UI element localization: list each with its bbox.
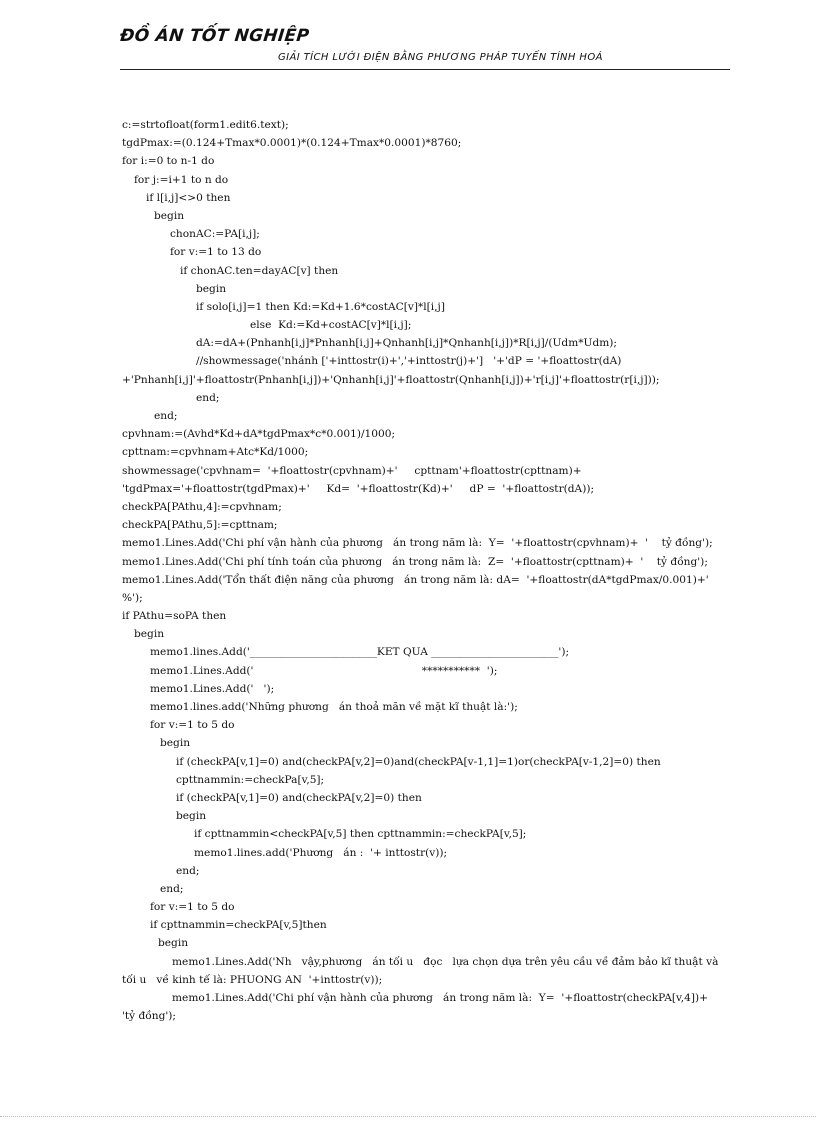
code-listing <box>122 116 734 1025</box>
code-line: begin <box>160 737 191 750</box>
code-line: if l[i,j]<>0 then <box>146 191 231 204</box>
code-line: if chonAC.ten=dayAC[v] then <box>180 264 339 277</box>
code-line: memo1.Lines.Add('Chi phí tính toán của phương án trong năm là: Z= '+floattostr(cpttnam)+ ' tỷ đồng'); <box>122 555 708 568</box>
code-line: if cpttnammin=checkPA[v,5]then <box>150 919 327 932</box>
code-line: memo1.lines.Add('________________________KET QUA ________________________'); <box>150 646 570 659</box>
code-line: if solo[i,j]=1 then Kd:=Kd+1.6*costAC[v]*l[i,j] <box>196 300 445 313</box>
code-line: memo1.Lines.Add('Tổn thất điện năng của phương án trong năm là: dA= '+floattostr(dA*tgdPmax/0.001)+' <box>122 573 709 586</box>
code-line: for v:=1 to 5 do <box>150 719 235 732</box>
header-divider <box>120 69 730 70</box>
code-line: memo1.Lines.Add('Chi phí vận hành của phương án trong năm là: Y= '+floattostr(checkPA[v,4])+ <box>172 992 709 1004</box>
code-line: begin <box>154 209 185 222</box>
code-line: c:=strtofloat(form1.edit6.text); <box>122 119 289 131</box>
code-line: 'tgdPmax='+floattostr(tgdPmax)+' Kd= '+floattostr(Kd)+' dP = '+floattostr(dA)); <box>122 482 595 495</box>
code-line: cpttnam:=cpvhnam+Atc*Kd/1000; <box>122 446 309 459</box>
code-line: for j:=i+1 to n do <box>134 173 229 186</box>
code-line: +'Pnhanh[i,j]'+floattostr(Pnhanh[i,j])+'Qnhanh[i,j]'+floattostr(Qnhanh[i,j])+'r[i,j]'+floattostr(r[i,j])); <box>122 373 660 386</box>
code-line: tgdPmax:=(0.124+Tmax*0.0001)*(0.124+Tmax*0.0001)*8760; <box>122 137 462 150</box>
code-line: end; <box>176 864 200 877</box>
code-line: else Kd:=Kd+costAC[v]*l[i,j]; <box>250 319 412 332</box>
code-line: checkPA[PAthu,5]:=cpttnam; <box>122 519 278 532</box>
code-line: if cpttnammin<checkPA[v,5] then cpttnammin:=checkPA[v,5]; <box>194 828 527 841</box>
code-line: begin <box>176 810 207 823</box>
code-line: %'); <box>122 591 143 604</box>
code-line: begin <box>196 282 227 295</box>
code-line: end; <box>154 410 178 422</box>
code-line: if (checkPA[v,1]=0) and(checkPA[v,2]=0) then <box>176 791 422 804</box>
document-title: ĐỒ ÁN TỐT NGHIỆP <box>118 26 311 46</box>
code-line: memo1.Lines.Add('Nh vậy,phương án tối u đọc lựa chọn dựa trên yêu cầu về đảm bảo kĩ thuật và <box>172 955 719 968</box>
code-line: memo1.lines.add('Phương án : '+ inttostr(v)); <box>194 846 448 859</box>
code-line: for v:=1 to 5 do <box>150 901 235 914</box>
code-line: for v:=1 to 13 do <box>170 246 262 259</box>
code-line: begin <box>134 628 165 641</box>
code-line: //showmessage('nhánh ['+inttostr(i)+','+inttostr(j)+'] '+'dP = '+floattostr(dA) <box>196 355 622 368</box>
code-line: end; <box>196 391 220 404</box>
code-line: if (checkPA[v,1]=0) and(checkPA[v,2]=0)and(checkPA[v-1,1]=1)or(checkPA[v-1,2]=0) then <box>176 755 661 768</box>
code-line: for i:=0 to n-1 do <box>122 155 215 168</box>
code-line: memo1.lines.add('Những phương án thoả mãn về mặt kĩ thuật là:'); <box>150 701 518 713</box>
code-line: checkPA[PAthu,4]:=cpvhnam; <box>122 500 282 513</box>
code-line: end; <box>160 882 184 895</box>
code-line: if PAthu=soPA then <box>122 610 227 623</box>
code-line: cpttnammin:=checkPa[v,5]; <box>176 773 325 786</box>
code-line: showmessage('cpvhnam= '+floattostr(cpvhnam)+' cpttnam'+floattostr(cpttnam)+ <box>122 464 582 477</box>
code-line: 'tỷ đồng'); <box>122 1010 177 1023</box>
code-line: tối u về kinh tế là: PHUONG AN '+inttostr(v)); <box>122 973 383 986</box>
code-line: memo1.Lines.Add('Chi phí vận hành của phương án trong năm là: Y= '+floattostr(cpvhnam)+ ' tỷ đồng'); <box>122 537 713 550</box>
code-line: chonAC:=PA[i,j]; <box>170 228 260 241</box>
code-line: memo1.Lines.Add(' '); <box>150 682 275 695</box>
code-line: dA:=dA+(Pnhanh[i,j]*Pnhanh[i,j]+Qnhanh[i,j]*Qnhanh[i,j])*R[i,j]/(Udm*Udm); <box>196 337 617 350</box>
footer-dotted-rule <box>0 1116 816 1117</box>
code-line: cpvhnam:=(Avhd*Kd+dA*tgdPmax*c*0.001)/1000; <box>122 428 396 441</box>
code-line: memo1.Lines.Add(' *********** '); <box>150 664 498 677</box>
document-subtitle: GIẢI TÍCH LƯỚI ĐIỆN BẰNG PHƯƠNG PHÁP TUYẾN TÍNH HOÁ <box>278 52 603 63</box>
code-line: begin <box>158 937 189 950</box>
